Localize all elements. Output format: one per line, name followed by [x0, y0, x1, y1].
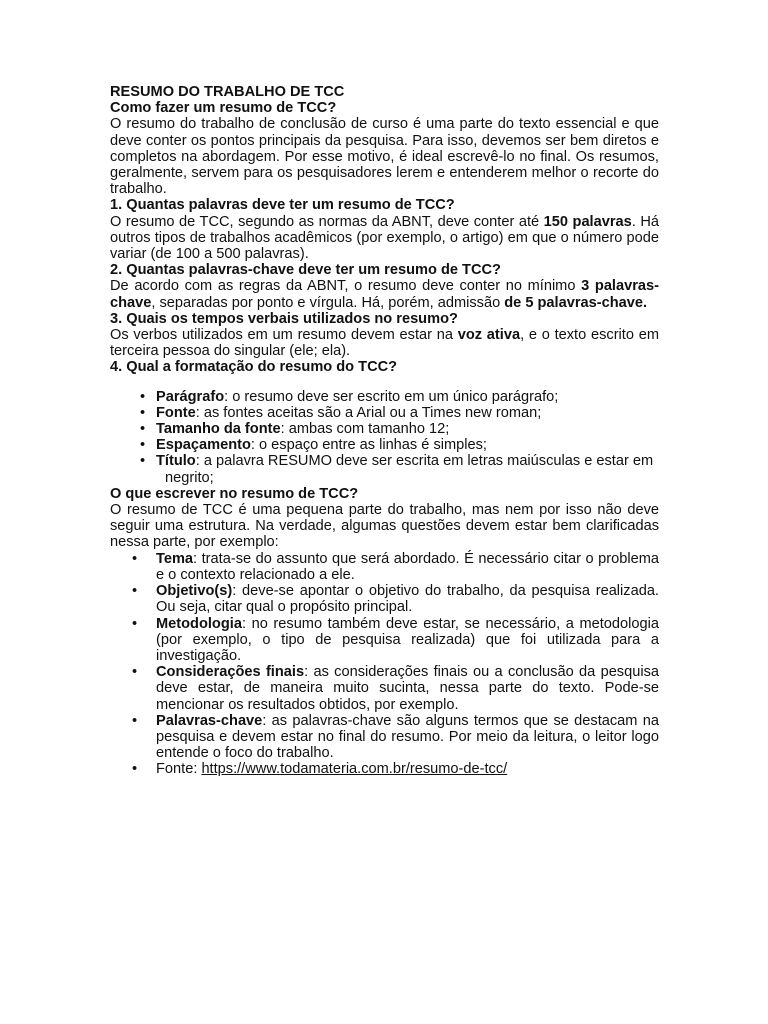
bullet-icon: •	[132, 664, 138, 681]
list-item: • Tamanho da fonte: ambas com tamanho 12;	[140, 421, 450, 438]
list-item: • Título: a palavra RESUMO deve ser escrita em letras maiúsculas e estar em negrito;	[140, 453, 654, 486]
bullet-icon: •	[132, 550, 138, 567]
source-item	[110, 761, 659, 777]
list-item: • Tema: trata-se do assunto que será abordado. É necessário citar o problema e o contexto relacionado a ele.	[132, 550, 659, 583]
bullet-icon: •	[132, 583, 138, 600]
document-title: RESUMO DO TRABALHO DE TCC	[110, 84, 345, 100]
list-item: • Espaçamento: o espaço entre as linhas é simples;	[140, 437, 487, 454]
section-text-verb-tenses: Os verbos utilizados em um resumo devem estar na voz ativa, e o texto escrito em terceira pessoa do singular (ele; ela).	[110, 327, 659, 360]
bullet-icon: •	[132, 761, 138, 778]
source-link[interactable]: https://www.todamateria.com.br/resumo-de-tcc/	[201, 761, 508, 778]
source-label: Fonte:	[156, 761, 202, 778]
list-item: • Fonte: as fontes aceitas são a Arial ou a Times new roman;	[140, 404, 542, 421]
section-heading-what-to-write: O que escrever no resumo de TCC?	[110, 485, 359, 502]
list-item: • Palavras-chave: as palavras-chave são alguns termos que se destacam na pesquisa e devem estar no final do resumo. Por meio da leitura, o leitor logo entende o foco do trabalho.	[132, 712, 659, 762]
bullet-icon: •	[132, 615, 138, 632]
section-heading-word-count: 1. Quantas palavras deve ter um resumo de TCC?	[110, 197, 455, 214]
formatting-list	[110, 389, 659, 486]
list-item: • Objetivo(s): deve-se apontar o objetivo do trabalho, da pesquisa realizada. Ou seja, citar qual o propósito principal.	[132, 583, 659, 616]
document-page	[110, 84, 659, 778]
section-heading-keywords: 2. Quantas palavras-chave deve ter um resumo de TCC?	[110, 262, 501, 279]
section-text-word-count: O resumo de TCC, segundo as normas da ABNT, deve conter até 150 palavras. Há outros tipos de trabalhos acadêmicos (por exemplo, o artigo) em que o número pode variar (de 100 a 500 palavras).	[110, 213, 659, 263]
content-list	[110, 551, 659, 778]
section-text-keywords: De acordo com as regras da ABNT, o resumo deve conter no mínimo 3 palavras-chave, separadas por ponto e vírgula. Há, porém, admissão de 5 palavras-chave.	[110, 278, 659, 311]
spacer	[110, 376, 659, 389]
list-item: • Parágrafo: o resumo deve ser escrito em um único parágrafo;	[140, 388, 559, 405]
bullet-icon: •	[140, 421, 146, 438]
list-item: • Considerações finais: as considerações finais ou a conclusão da pesquisa deve estar, de maneira muito sucinta, nessa parte do texto. Pode-se mencionar os resultados obtidos, por exemplo.	[132, 664, 659, 713]
list-item: • Metodologia: no resumo também deve estar, se necessário, a metodologia (por exemplo, o tipo de pesquisa realizada) que foi utilizada para a investigação.	[132, 615, 659, 664]
section-text-what-to-write: O resumo de TCC é uma pequena parte do trabalho, mas nem por isso não deve seguir uma estrutura. Na verdade, algumas questões devem estar bem clarificadas nessa parte, por exemplo:	[110, 502, 659, 551]
section-heading-formatting: 4. Qual a formatação do resumo do TCC?	[110, 359, 398, 376]
section-text-how-to: O resumo do trabalho de conclusão de curso é uma parte do texto essencial e que deve conter os pontos principais da pesquisa. Para isso, devemos ser bem diretos e completos na abordagem. Por esse motivo, é ideal escrevê-lo no final. Os resumos, geralmente, servem para os pesquisadores lerem e entenderem melhor o recorte do trabalho.	[110, 116, 659, 198]
bullet-icon: •	[140, 453, 146, 470]
section-heading-how-to: Como fazer um resumo de TCC?	[110, 100, 337, 117]
bullet-icon: •	[140, 437, 146, 454]
section-heading-verb-tenses: 3. Quais os tempos verbais utilizados no resumo?	[110, 310, 458, 327]
bullet-icon: •	[140, 404, 146, 421]
bullet-icon: •	[140, 388, 146, 405]
bullet-icon: •	[132, 712, 138, 729]
